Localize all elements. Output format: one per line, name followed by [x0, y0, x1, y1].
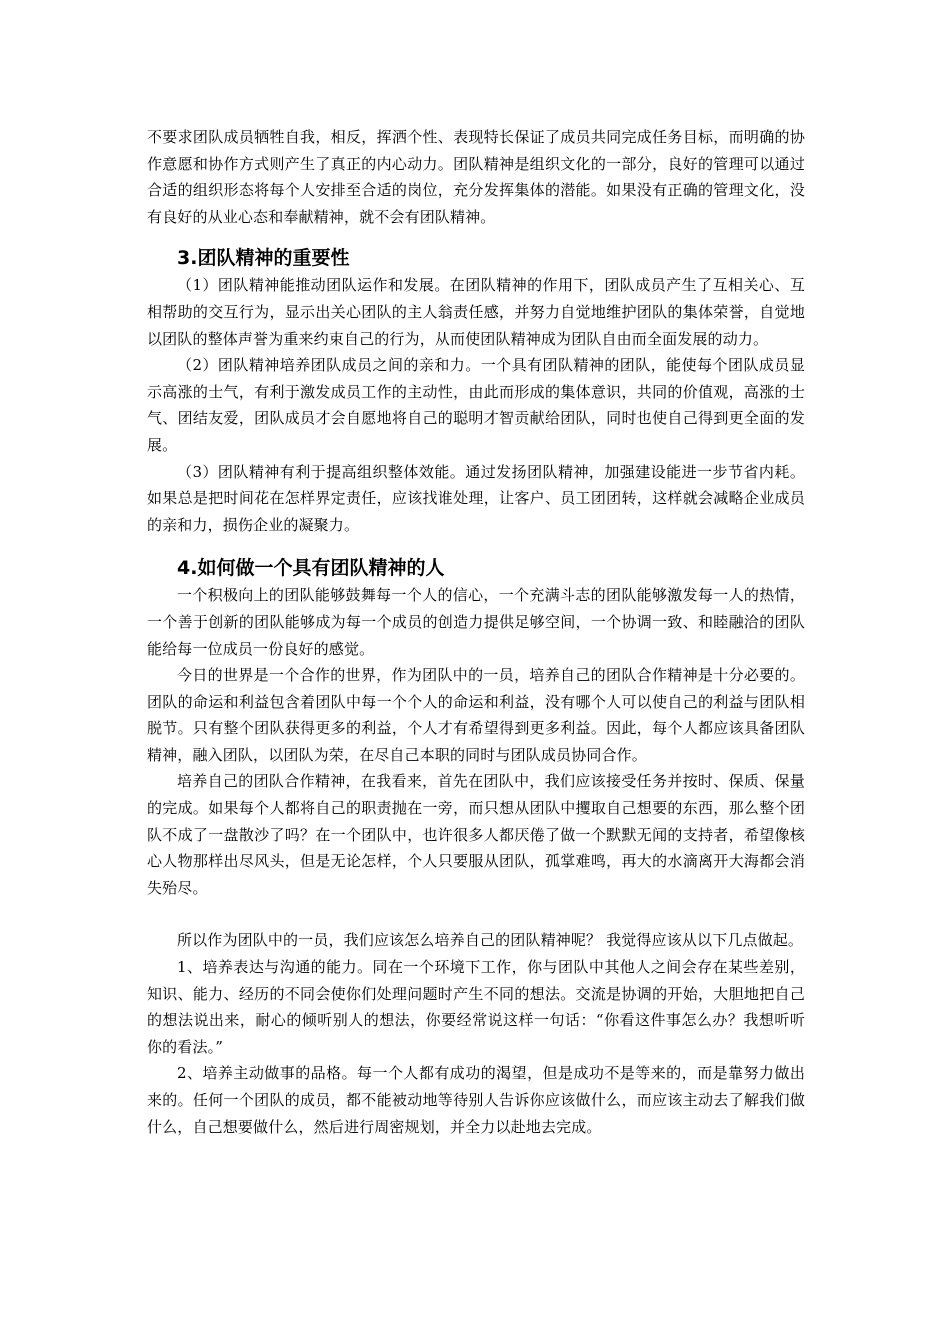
section-3-number: 3. — [177, 247, 198, 270]
section-4-paragraph-5: 1、培养表达与沟通的能力。同在一个环境下工作，你与团队中其他人之间会存在某些差别，知识、能力、经历的不同会使你们处理问题时产生不同的想法。交流是协调的开始，大胆地把自己的想法说出来，耐心的倾听别人的想法，你要经常说这样一句话：“你看这件事怎么办？我想听听你的看法。” — [147, 958, 805, 1056]
section-3-paragraph-1: （1）团队精神能推动团队运作和发展。在团队精神的作用下，团队成员产生了互相关心、互相帮助的交互行为，显示出关心团队的主人翁责任感，并努力自觉地维护团队的集体荣誉，自觉地以团队的整体声誉为重来约束自己的行为，从而使团队精神成为团队自由而全面发展的动力。 — [147, 276, 805, 348]
intro-paragraph: 不要求团队成员牺牲自我，相反，挥洒个性、表现特长保证了成员共同完成任务目标，而明确的协作意愿和协作方式则产生了真正的内心动力。团队精神是组织文化的一部分，良好的管理可以通过合适的组织形态将每个人安排至合适的岗位，充分发挥集体的潜能。如果没有正确的管理文化，没有良好的从业心态和奉献精神，就不会有团队精神。 — [147, 128, 805, 226]
section-4-paragraph-4: 所以作为团队中的一员，我们应该怎么培养自己的团队精神呢？ 我觉得应该从以下几点做起。 — [177, 931, 804, 950]
section-3-paragraph-2: （2）团队精神培养团队成员之间的亲和力。一个具有团队精神的团队，能使每个团队成员显示高涨的士气，有利于激发成员工作的主动性，由此而形成的集体意识，共同的价值观，高涨的士气、团结友爱，团队成员才会自愿地将自己的聪明才智贡献给团队，同时也使自己得到更全面的发展。 — [147, 356, 805, 454]
section-4-paragraph-3: 培养自己的团队合作精神，在我看来，首先在团队中，我们应该接受任务并按时、保质、保量的完成。如果每个人都将自己的职责抛在一旁，而只想从团队中攫取自己想要的东西，那么整个团队不成了一盘散沙了吗？在一个团队中，也许很多人都厌倦了做一个默默无闻的支持者，希望像核心人物那样出尽风头，但是无论怎样，个人只要服从团队，孤掌难鸣，再大的水滴离开大海都会消失殆尽。 — [147, 772, 805, 897]
section-4-number: 4. — [177, 557, 198, 580]
section-4-heading — [147, 554, 805, 582]
section-4-paragraph-1: 一个积极向上的团队能够鼓舞每一个人的信心，一个充满斗志的团队能够激发每一人的热情，一个善于创新的团队能够成为每一个成员的创造力提供足够空间，一个协调一致、和睦融洽的团队能给每一位成员一份良好的感觉。 — [147, 586, 805, 658]
section-4-paragraph-6: 2、培养主动做事的品格。每一个人都有成功的渴望，但是成功不是等来的，而是靠努力做出来的。任何一个团队的成员，都不能被动地等待别人告诉你应该做什么，而应该主动去了解我们做什么，自己想要做什么，然后进行周密规划，并全力以赴地去完成。 — [147, 1064, 805, 1136]
section-4-paragraph-2: 今日的世界是一个合作的世界，作为团队中的一员，培养自己的团队合作精神是十分必要的。团队的命运和利益包含着团队中每一个个人的命运和利益，没有哪个人可以使自己的利益与团队相脱节。只有整个团队获得更多的利益，个人才有希望得到更多利益。因此，每个人都应该具备团队精神，融入团队，以团队为荣，在尽自己本职的同时与团队成员协同合作。 — [147, 666, 805, 764]
section-3-title: 团队精神的重要性 — [197, 247, 350, 270]
section-4-title: 如何做一个具有团队精神的人 — [197, 557, 445, 580]
section-3-heading — [147, 244, 805, 272]
section-3-paragraph-3: （3）团队精神有利于提高组织整体效能。通过发扬团队精神，加强建设能进一步节省内耗。如果总是把时间花在怎样界定责任，应该找谁处理，让客户、员工团团转，这样就会减略企业成员的亲和力，损伤企业的凝聚力。 — [147, 462, 805, 534]
